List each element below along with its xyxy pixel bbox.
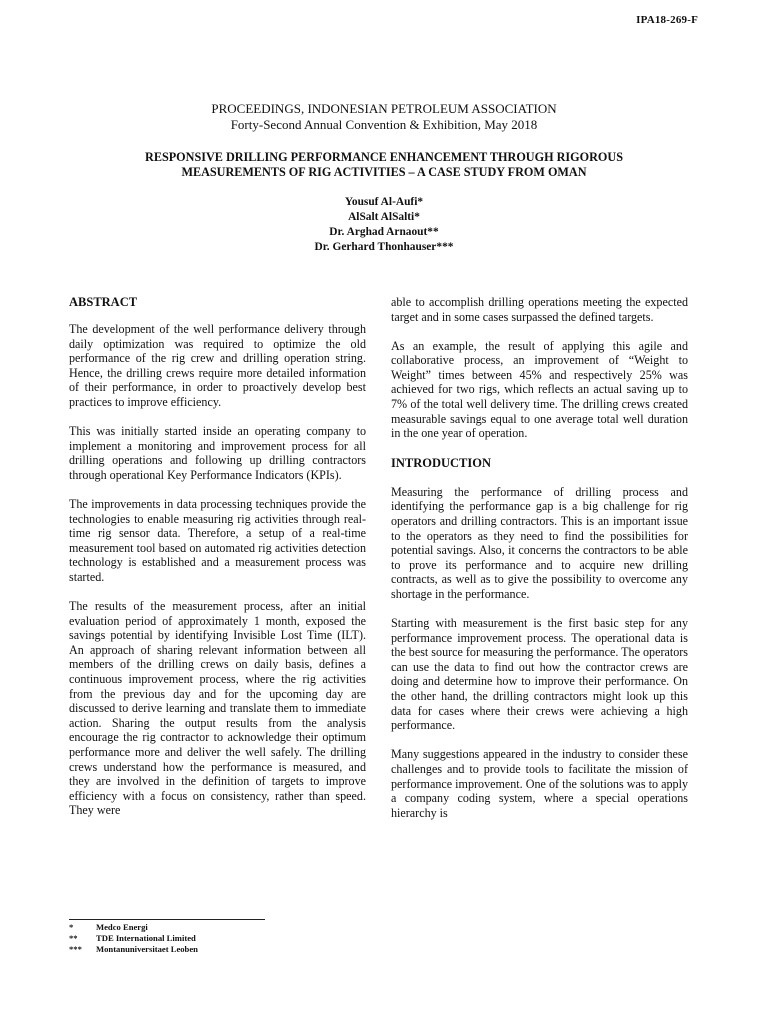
proceedings-header: [0, 101, 768, 133]
abstract-paragraph: The results of the measurement process, after an initial evaluation period of approximately 1 month, exposed the savings potential by identifying Invisible Lost Time (ILT). An approach of sharing relevant information between all members of the drilling crews on daily basis, defines a continuous improvement process, where the rig activities from the previous day and for the upcoming day are discussed to derive learning and translate them to immediate action. Sharing the output results from the analysis encourage the rig contractor to acknowledge their optimum performance more and deliver the well safely. The drilling crews understand how the performance is measured, and they are involved in the definition of targets to improve efficiency with a focus on consistency, rather than speed. They were: [69, 599, 366, 818]
paper-title: [60, 150, 708, 180]
introduction-paragraph: Starting with measurement is the first basic step for any performance improvement process. The operational data is the best source for measuring the performance. The operators can use the data to find out how the contractor crews are doing and determine how to improve their performance. On the other hand, the drilling contractors might look up this data for cases where their crews were achieving a high performance.: [391, 616, 688, 733]
abstract-paragraph: able to accomplish drilling operations meeting the expected target and in some cases surpassed the defined targets.: [391, 295, 688, 324]
author: Dr. Arghad Arnaout**: [329, 226, 439, 238]
footnotes: [69, 922, 198, 955]
footnote-affiliation: Medco Energi: [96, 922, 148, 932]
footnote-divider: [69, 919, 265, 920]
abstract-heading: ABSTRACT: [69, 295, 138, 309]
author: Dr. Gerhard Thonhauser***: [314, 241, 454, 253]
footnote-affiliation: Montanuniversitaet Leoben: [96, 944, 198, 954]
author-list: [0, 195, 768, 255]
paper-id: IPA18-269-F: [636, 14, 698, 26]
footnote: [69, 944, 198, 955]
introduction-heading: INTRODUCTION: [391, 455, 492, 470]
abstract-paragraph: The improvements in data processing techniques provide the technologies to enable measuring rig activities through real-time rig sensor data. Therefore, a setup of a real-time measurement tool based on automated rig activities detection technology is established and a measurement process was started.: [69, 496, 366, 584]
right-column: [391, 295, 688, 835]
left-column: [69, 295, 366, 832]
footnote: [69, 922, 198, 933]
footnote-mark: **: [69, 933, 78, 943]
footnote-affiliation: TDE International Limited: [96, 933, 196, 943]
author: Yousuf Al-Aufi*: [344, 196, 424, 208]
footnote-mark: *: [69, 922, 74, 932]
author: AlSalt AlSalti*: [348, 211, 420, 223]
proceedings-line: PROCEEDINGS, INDONESIAN PETROLEUM ASSOCIATION: [211, 101, 557, 116]
footnote-mark: ***: [69, 944, 82, 954]
abstract-paragraph: As an example, the result of applying this agile and collaborative process, an improvement of “Weight to Weight” times between 45% and respectively 25% was achieved for two rigs, which reflects an actual saving up to 7% of the total well delivery time. The drilling crews created measurable savings equal to one average total well duration in the one year of operation.: [391, 338, 688, 441]
convention-line: Forty-Second Annual Convention & Exhibition, May 2018: [230, 117, 538, 132]
abstract-paragraph: This was initially started inside an operating company to implement a monitoring and improvement process for all drilling operations and following up drilling contractors through operational Key Performance Indicators (KPIs).: [69, 424, 366, 482]
introduction-paragraph: Measuring the performance of drilling process and identifying the performance gap is a big challenge for rig operators and drilling contractors. This is an important issue to the operators as they need to find the possibilities for potential savings. Also, it concerns the contractors to be able to prove its performance and to acquire new drilling contracts, as well as to give the possibility to overcome any shortage in the performance.: [391, 484, 688, 601]
title-line-1: RESPONSIVE DRILLING PERFORMANCE ENHANCEMENT THROUGH RIGOROUS: [145, 150, 623, 164]
title-line-2: MEASUREMENTS OF RIG ACTIVITIES – A CASE STUDY FROM OMAN: [181, 165, 587, 179]
introduction-paragraph: Many suggestions appeared in the industry to consider these challenges and to provide tools to facilitate the mission of performance improvement. One of the solutions was to apply a company coding system, where a special operations hierarchy is: [391, 747, 688, 820]
abstract-paragraph: The development of the well performance delivery through daily optimization was required to optimize the old performance of the rig crew and drilling operation string. Hence, the drilling crews require more detailed information of their performance, in order to proactively develop best practices to improve efficiency.: [69, 322, 366, 409]
footnote: [69, 933, 198, 944]
